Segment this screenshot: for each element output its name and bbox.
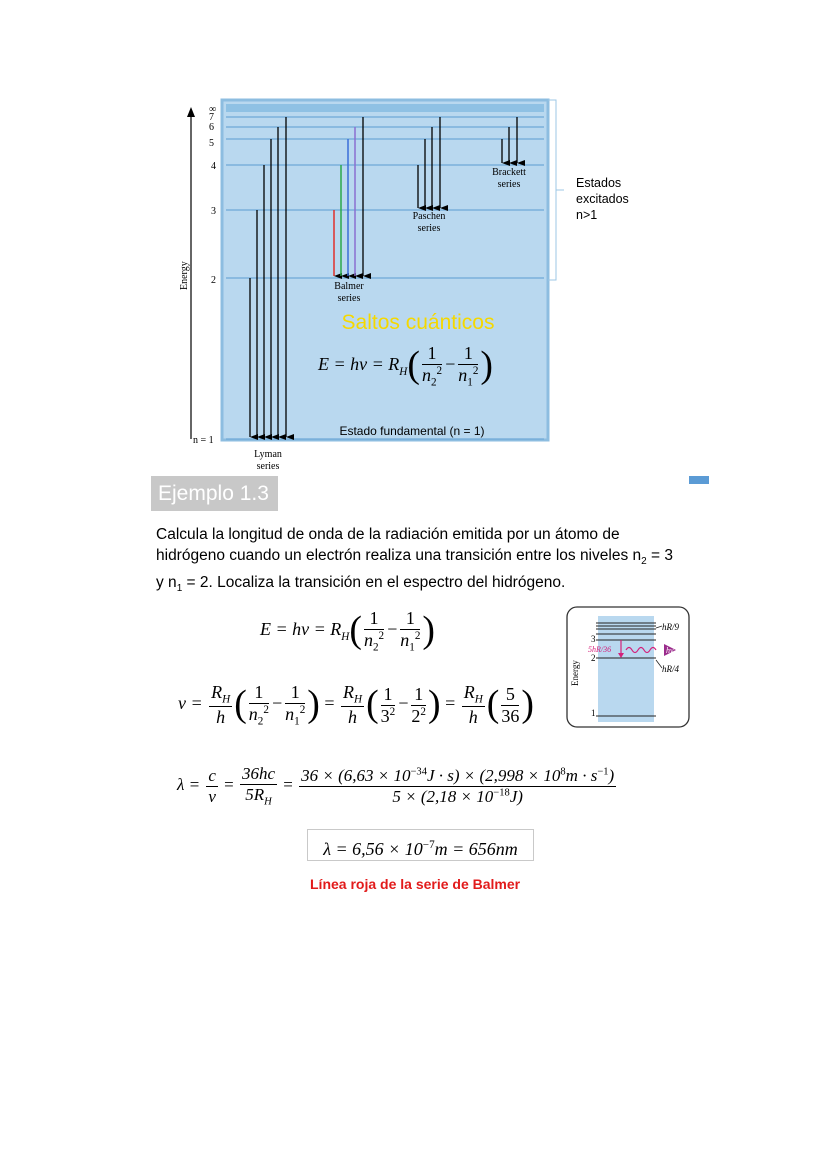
continuum-band xyxy=(226,104,544,112)
saltos-cuanticos-label: Saltos cuánticos xyxy=(341,311,495,334)
excited-states-note xyxy=(576,175,629,223)
inset-level-label-3: 3 xyxy=(591,634,596,644)
result-box: $\lambda = 6,56 \times 10^{-7}m = 656nm$ xyxy=(307,829,534,861)
level-label-3: 3 xyxy=(211,206,216,217)
balmer-label: Balmer series xyxy=(334,281,364,304)
note-line-1: Estados xyxy=(576,176,622,190)
inset-hr9-label: hR/9 xyxy=(662,622,679,632)
level-label-6: 6 xyxy=(209,122,214,133)
level-label-5: 5 xyxy=(209,138,214,149)
energy-axis-arrowhead xyxy=(187,107,195,117)
paschen-label: Paschen series xyxy=(412,211,446,234)
problem-line-3: y $n_1 = 2$. Localiza la transición en el espectro del hidrógeno. xyxy=(156,574,566,595)
inset-5hr36-label: 5hR/36 xyxy=(588,645,612,654)
inset-hr4-label: hR/4 xyxy=(662,664,679,674)
inset-energy-label: Energy xyxy=(570,660,580,686)
problem-line-2: hidrógeno cuando un electrón realiza una transición entre los niveles $n_2 = 3$ xyxy=(156,547,673,568)
inset-level-label-2: 2 xyxy=(591,653,596,663)
level-label-7: 7 xyxy=(209,112,214,123)
ground-state-label: Estado fundamental (n = 1) xyxy=(339,424,485,438)
problem-statement xyxy=(156,524,716,599)
slide-marker xyxy=(689,476,709,484)
diagram-energy-equation: $E = h\nu = R_H$( $\frac{1}{n_2^2}$ − $\frac{1}{n_1^2}$ ) xyxy=(318,343,493,389)
conclusion-text: Línea roja de la serie de Balmer xyxy=(310,876,521,892)
note-line-2: excitados xyxy=(576,192,629,206)
frequency-equation: ν = $\frac{R_H}{h}$ ( $\frac{1}{n_2^2}$ − $\frac{1}{n_1^2}$ ) = $\frac{R_H}{h}$ ( $\frac{1}{3^2}$ − $\frac{1}{2^2}$ ) = $\frac{R_H}{h}$ ( $\frac{5}{36}$ ) xyxy=(178,682,534,728)
inset-level-label-1: 1 xyxy=(591,708,596,718)
energy-level-diagram xyxy=(160,95,640,475)
wavelength-equation: λ = $\frac{c}{\nu}$ = $\frac{36hc}{5R_H}$ = $\frac{36 \times (6,63 \times 10^{-34}J \cdot s) \times (2,998 \times 10^8m \cdot s^{-1})}{5 \times (2,18 \times 10^{-18}J)}$ xyxy=(177,764,615,807)
level-label-1: n = 1 xyxy=(193,435,214,446)
brackett-label: Brackett series xyxy=(492,167,526,190)
energy-axis-label: Energy xyxy=(179,261,190,290)
inset-hv-label: hν xyxy=(666,646,674,655)
level-label-4: 4 xyxy=(211,161,216,172)
energy-equation: $E = h\nu = R_H$( $\frac{1}{n_2^2}$ − $\frac{1}{n_1^2}$ ) xyxy=(260,608,435,654)
level-label-inf: ∞ xyxy=(209,104,217,115)
example-title: Ejemplo 1.3 xyxy=(151,476,278,511)
transition-inset-diagram xyxy=(566,606,690,728)
problem-line-1: Calcula la longitud de onda de la radiación emitida por un átomo de xyxy=(156,526,620,543)
inset-well xyxy=(598,616,654,722)
level-label-2: 2 xyxy=(211,275,216,286)
note-line-3: n>1 xyxy=(576,208,598,222)
lyman-label: Lyman series xyxy=(254,449,282,472)
